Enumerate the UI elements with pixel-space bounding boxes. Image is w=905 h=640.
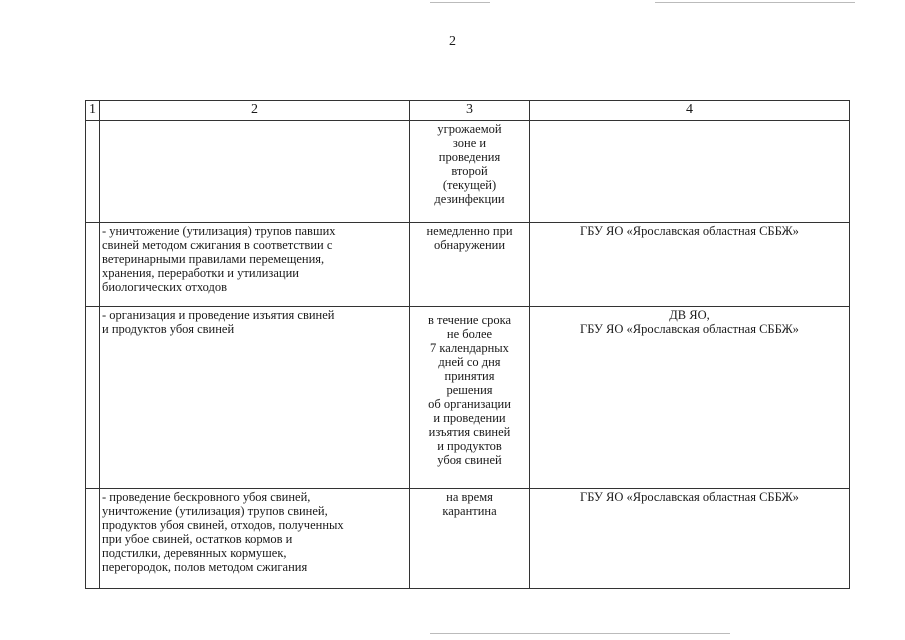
row-1-col-1 (86, 121, 100, 223)
header-col-1: 1 (86, 101, 100, 121)
table-row (86, 307, 850, 489)
row-1-col-4 (530, 121, 850, 223)
table-row (86, 121, 850, 223)
row-3-col-4: ДВ ЯО, ГБУ ЯО «Ярославская областная СББЖ» (530, 307, 850, 489)
row-1-col-3: угрожаемой зоне и проведения второй (текущей) дезинфекции (410, 121, 530, 223)
table-header-row (86, 101, 850, 121)
row-2-col-1 (86, 223, 100, 307)
header-col-4: 4 (530, 101, 850, 121)
table-row (86, 223, 850, 307)
table-row (86, 489, 850, 589)
row-4-col-4: ГБУ ЯО «Ярославская областная СББЖ» (530, 489, 850, 589)
scan-artifact-top-right (655, 2, 855, 3)
header-col-2: 2 (100, 101, 410, 121)
scan-artifact-top (430, 2, 490, 3)
row-3-col-1 (86, 307, 100, 489)
row-4-col-3: на время карантина (410, 489, 530, 589)
row-3-col-3: в течение срока не более 7 календарных дней со дня принятия решения об организации и проведении изъятия свиней и продуктов убоя свиней (410, 307, 530, 489)
page-number: 2 (449, 34, 456, 49)
row-2-col-2: - уничтожение (утилизация) трупов павших свиней методом сжигания в соответствии с ветеринарными правилами перемещения, хранения, переработки и утилизации биологических отходов (100, 223, 410, 307)
row-4-col-1 (86, 489, 100, 589)
row-4-col-2: - проведение бескровного убоя свиней, уничтожение (утилизация) трупов свиней, продуктов убоя свиней, отходов, полученных при убое свиней, остатков кормов и подстилки, деревянных кормушек, перегородок, полов методом сжигания (100, 489, 410, 589)
scan-artifact-bottom (430, 633, 730, 634)
requirements-table (85, 100, 850, 589)
header-col-3: 3 (410, 101, 530, 121)
row-2-col-4: ГБУ ЯО «Ярославская областная СББЖ» (530, 223, 850, 307)
row-2-col-3: немедленно при обнаружении (410, 223, 530, 307)
row-3-col-2: - организация и проведение изъятия свиней и продуктов убоя свиней (100, 307, 410, 489)
row-1-col-2 (100, 121, 410, 223)
